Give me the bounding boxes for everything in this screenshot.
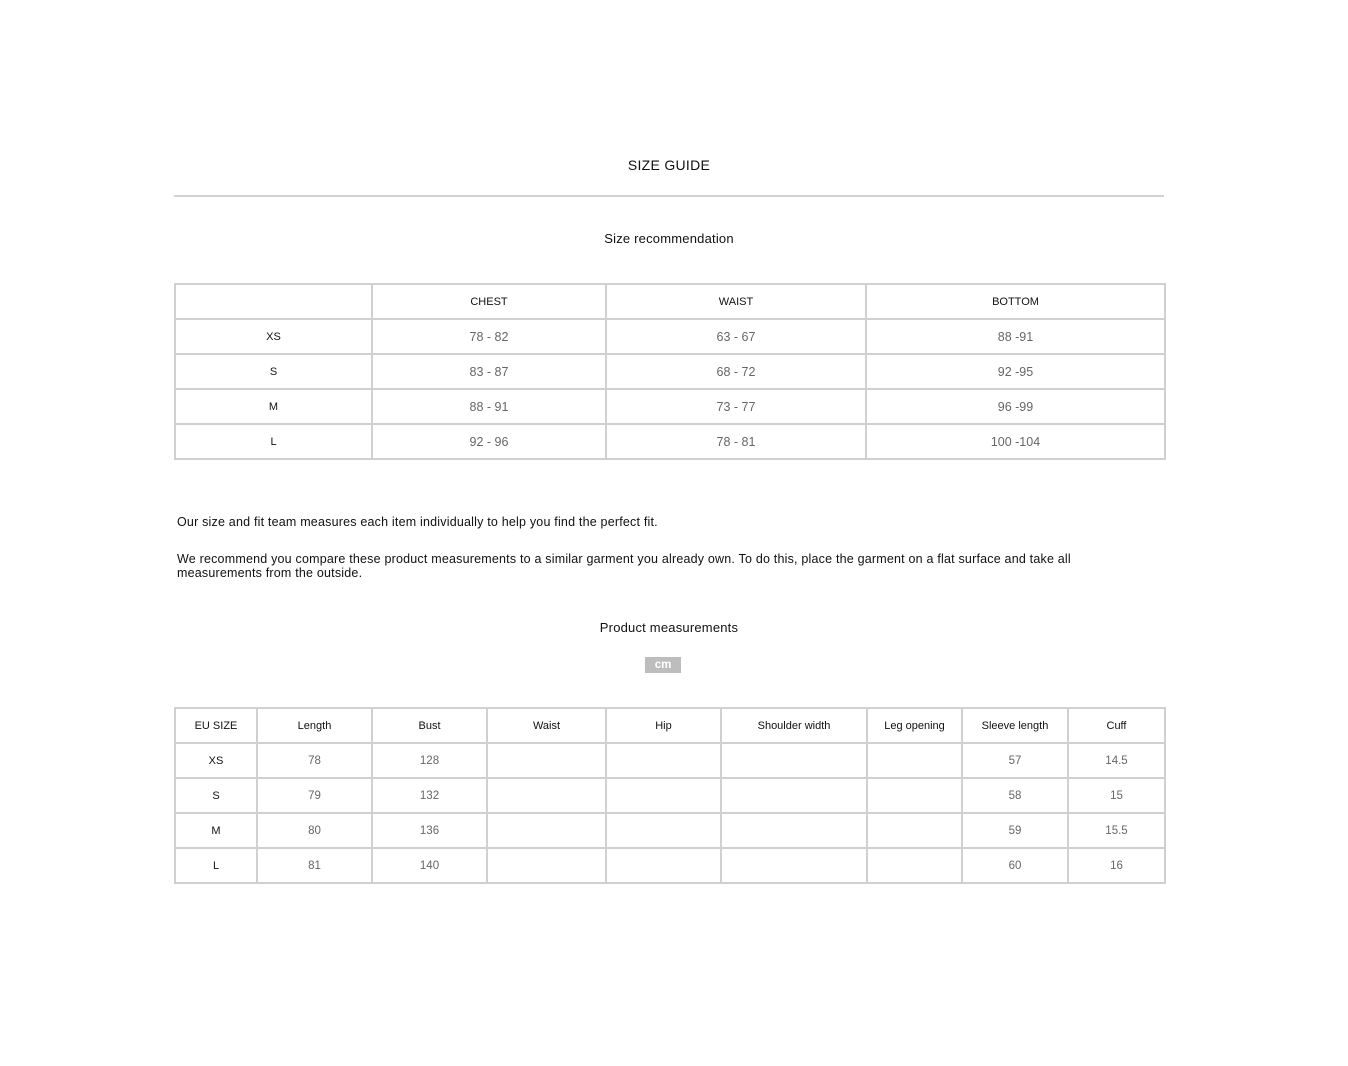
- table-row: [175, 813, 1165, 848]
- size-label: XS: [175, 319, 372, 354]
- table-cell: 59: [962, 813, 1068, 848]
- table-row: [175, 848, 1165, 883]
- table-cell: 88 -91: [866, 319, 1165, 354]
- table-cell: 78 - 82: [372, 319, 606, 354]
- table-cell: 100 -104: [866, 424, 1165, 459]
- table-cell: 15.5: [1068, 813, 1165, 848]
- table-row: [175, 354, 1165, 389]
- table-cell: [721, 813, 867, 848]
- size-label: XS: [175, 743, 257, 778]
- table-row: [175, 319, 1165, 354]
- column-header: Bust: [372, 708, 487, 743]
- column-header: Length: [257, 708, 372, 743]
- table-row: [175, 743, 1165, 778]
- column-header: Waist: [487, 708, 606, 743]
- table-cell: [606, 813, 721, 848]
- table-cell: 14.5: [1068, 743, 1165, 778]
- size-recommendation-heading: Size recommendation: [604, 231, 734, 246]
- table-cell: 63 - 67: [606, 319, 866, 354]
- table-cell: [721, 743, 867, 778]
- size-label: M: [175, 389, 372, 424]
- column-header: Hip: [606, 708, 721, 743]
- table-cell: 57: [962, 743, 1068, 778]
- table-cell: 128: [372, 743, 487, 778]
- table-cell: [721, 778, 867, 813]
- table-cell: [487, 848, 606, 883]
- table-cell: 15: [1068, 778, 1165, 813]
- column-header: Shoulder width: [721, 708, 867, 743]
- table-row: [175, 389, 1165, 424]
- table-cell: [606, 778, 721, 813]
- table-cell: 60: [962, 848, 1068, 883]
- table-cell: 96 -99: [866, 389, 1165, 424]
- unit-toggle-button[interactable]: cm: [645, 657, 681, 673]
- table-cell: [721, 848, 867, 883]
- size-label: S: [175, 778, 257, 813]
- title-divider: [174, 195, 1164, 197]
- table-header-row: [175, 708, 1165, 743]
- column-header: Leg opening: [867, 708, 962, 743]
- column-header: Cuff: [1068, 708, 1165, 743]
- table-cell: [867, 848, 962, 883]
- table-cell: 83 - 87: [372, 354, 606, 389]
- column-header: EU SIZE: [175, 708, 257, 743]
- table-cell: 136: [372, 813, 487, 848]
- table-cell: [606, 848, 721, 883]
- table-header-row: [175, 284, 1165, 319]
- table-cell: 58: [962, 778, 1068, 813]
- table-cell: 132: [372, 778, 487, 813]
- table-row: [175, 778, 1165, 813]
- size-label: L: [175, 848, 257, 883]
- size-label: M: [175, 813, 257, 848]
- column-header: BOTTOM: [866, 284, 1165, 319]
- size-label: L: [175, 424, 372, 459]
- table-cell: 92 - 96: [372, 424, 606, 459]
- table-cell: 80: [257, 813, 372, 848]
- table-cell: [487, 743, 606, 778]
- table-cell: [487, 813, 606, 848]
- table-cell: 88 - 91: [372, 389, 606, 424]
- table-cell: [867, 778, 962, 813]
- table-cell: 78 - 81: [606, 424, 866, 459]
- table-cell: [867, 813, 962, 848]
- table-cell: [606, 743, 721, 778]
- table-cell: 140: [372, 848, 487, 883]
- column-header: [175, 284, 372, 319]
- page-title: SIZE GUIDE: [627, 157, 711, 173]
- column-header: WAIST: [606, 284, 866, 319]
- size-recommendation-table: [174, 283, 1166, 460]
- table-cell: 73 - 77: [606, 389, 866, 424]
- table-cell: 92 -95: [866, 354, 1165, 389]
- column-header: CHEST: [372, 284, 606, 319]
- product-measurements-table: [174, 707, 1166, 884]
- size-label: S: [175, 354, 372, 389]
- table-cell: 68 - 72: [606, 354, 866, 389]
- table-cell: 16: [1068, 848, 1165, 883]
- column-header: Sleeve length: [962, 708, 1068, 743]
- advice-paragraph: We recommend you compare these product measurements to a similar garment you already own. To do this, place the garment on a flat surface and take all measurements from the outside.: [177, 552, 1071, 580]
- table-cell: 79: [257, 778, 372, 813]
- table-cell: 78: [257, 743, 372, 778]
- product-measurements-heading: Product measurements: [599, 620, 739, 635]
- table-cell: 81: [257, 848, 372, 883]
- table-row: [175, 424, 1165, 459]
- table-cell: [487, 778, 606, 813]
- intro-paragraph: Our size and fit team measures each item individually to help you find the perfect fit.: [177, 515, 658, 529]
- table-cell: [867, 743, 962, 778]
